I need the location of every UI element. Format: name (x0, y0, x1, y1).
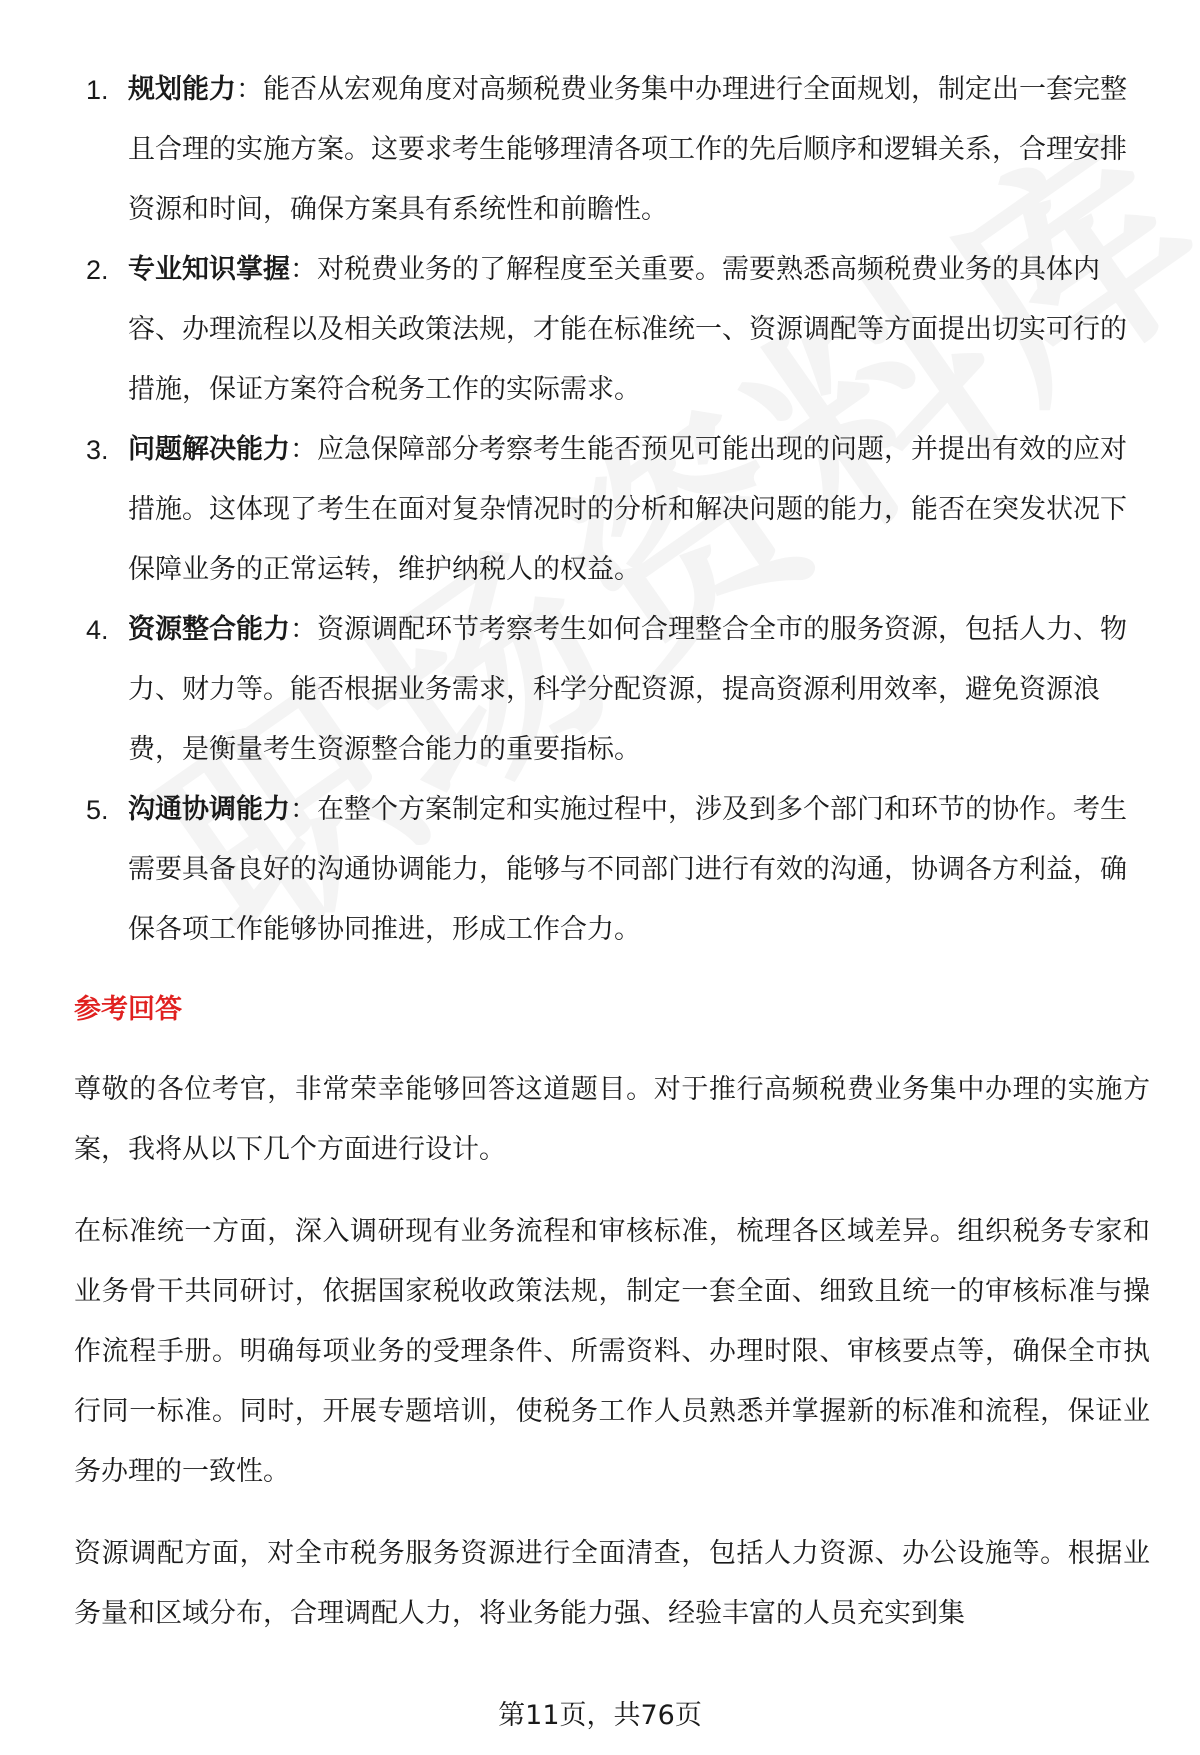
list-item-number: 4. (86, 615, 109, 645)
list-item-text: ：能否从宏观角度对高频税费业务集中办理进行全面规划，制定出一套完整且合理的实施方案。这要求考生能够理清各项工作的先后顺序和逻辑关系，合理安排资源和时间，确保方案具有系统性和前瞻性。 (128, 74, 1127, 225)
list-item-text: ：资源调配环节考察考生如何合理整合全市的服务资源，包括人力、物力、财力等。能否根据业务需求，科学分配资源，提高资源利用效率，避免资源浪费，是衡量考生资源整合能力的重要指标。 (128, 614, 1127, 765)
list-item (74, 600, 1150, 780)
list-item (74, 240, 1150, 420)
list-item-term: 规划能力 (128, 74, 236, 105)
list-item-term: 问题解决能力 (128, 434, 290, 465)
list-item-term: 沟通协调能力 (128, 794, 290, 825)
list-item-text: ：在整个方案制定和实施过程中，涉及到多个部门和环节的协作。考生需要具备良好的沟通协调能力，能够与不同部门进行有效的沟通，协调各方利益，确保各项工作能够协同推进，形成工作合力。 (128, 794, 1127, 945)
list-item-number: 3. (86, 435, 109, 465)
document-body (74, 60, 1150, 1666)
list-item (74, 420, 1150, 600)
list-item-term: 专业知识掌握 (128, 254, 290, 285)
answer-paragraph: 在标准统一方面，深入调研现有业务流程和审核标准，梳理各区域差异。组织税务专家和业务骨干共同研讨，依据国家税收政策法规，制定一套全面、细致且统一的审核标准与操作流程手册。明确每项业务的受理条件、所需资料、办理时限、审核要点等，确保全市执行同一标准。同时，开展专题培训，使税务工作人员熟悉并掌握新的标准和流程，保证业务办理的一致性。 (74, 1216, 1150, 1487)
list-item (74, 780, 1150, 960)
list-item-text: ：应急保障部分考察考生能否预见可能出现的问题，并提出有效的应对措施。这体现了考生在面对复杂情况时的分析和解决问题的能力，能否在突发状况下保障业务的正常运转，维护纳税人的权益。 (128, 434, 1127, 585)
list-item-number: 2. (86, 255, 109, 285)
section-title-reference-answer: 参考回答 (74, 994, 182, 1025)
list-item-term: 资源整合能力 (128, 614, 290, 645)
page-number: 第11页，共76页 (498, 1700, 702, 1731)
answer-paragraph: 尊敬的各位考官，非常荣幸能够回答这道题目。对于推行高频税费业务集中办理的实施方案，我将从以下几个方面进行设计。 (74, 1074, 1150, 1165)
answer-paragraph: 资源调配方面，对全市税务服务资源进行全面清查，包括人力资源、办公设施等。根据业务量和区域分布，合理调配人力，将业务能力强、经验丰富的人员充实到集 (74, 1538, 1150, 1629)
ability-list (74, 60, 1150, 960)
list-item-text: ：对税费业务的了解程度至关重要。需要熟悉高频税费业务的具体内容、办理流程以及相关政策法规，才能在标准统一、资源调配等方面提出切实可行的措施，保证方案符合税务工作的实际需求。 (128, 254, 1127, 405)
list-item-number: 1. (86, 75, 109, 105)
list-item (74, 60, 1150, 240)
list-item-number: 5. (86, 795, 109, 825)
